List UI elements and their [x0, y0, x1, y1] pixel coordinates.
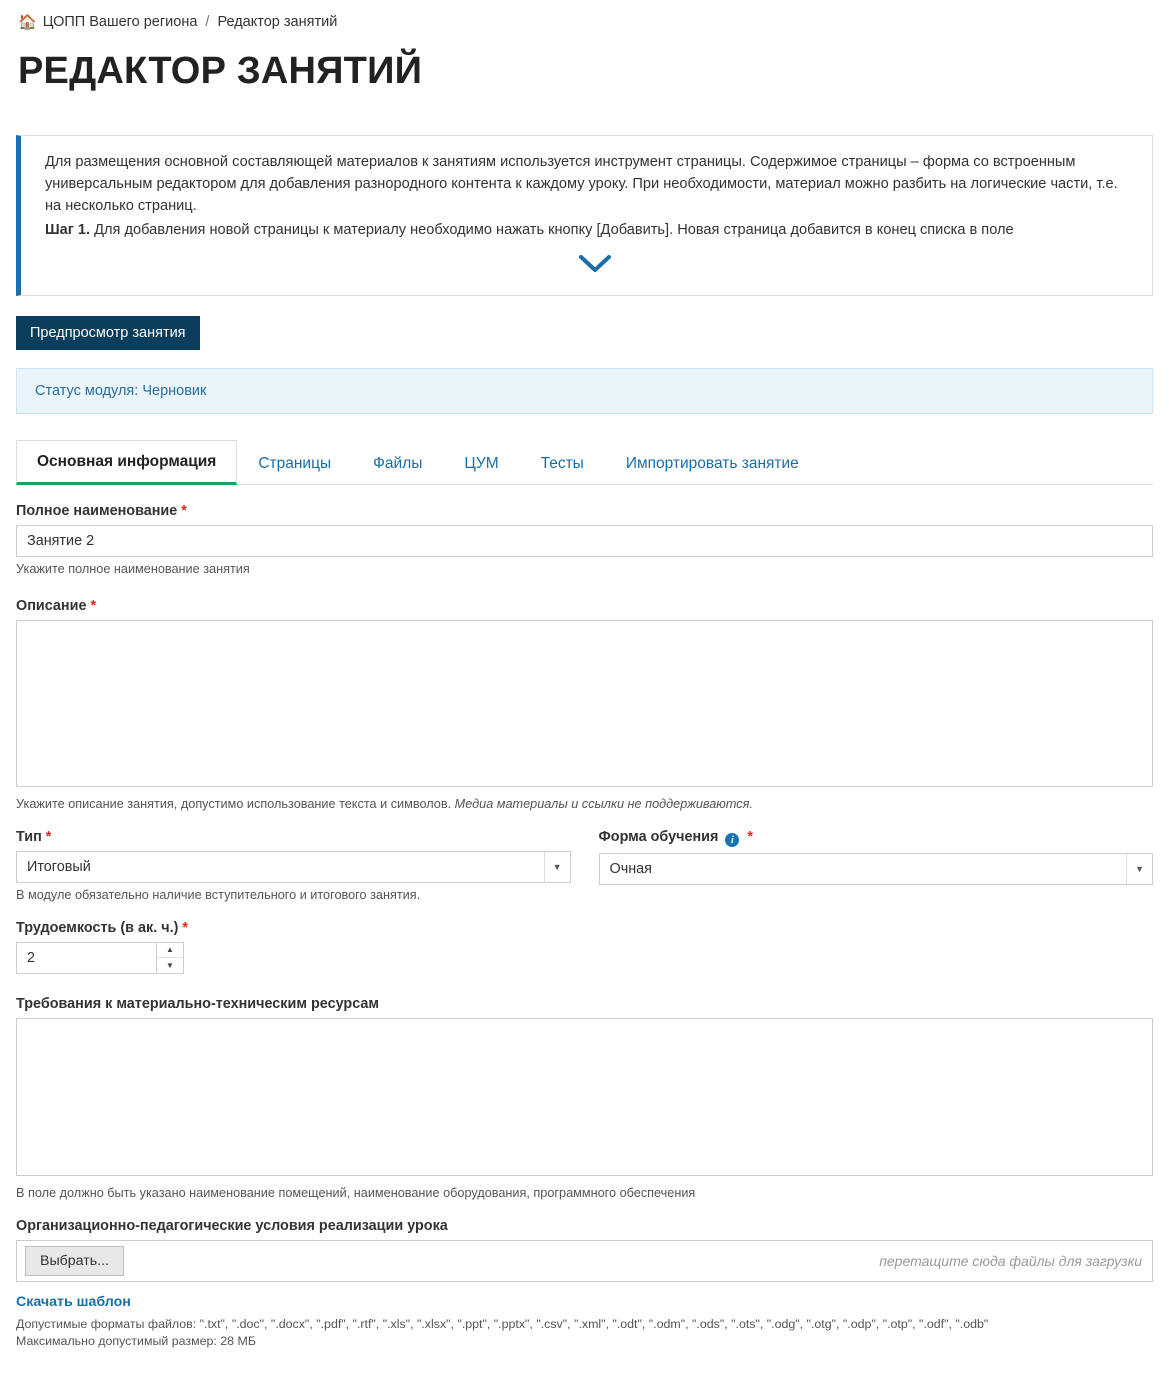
breadcrumb [16, 0, 1153, 30]
field-conditions [16, 1218, 1153, 1372]
resources-textarea[interactable] [16, 1018, 1153, 1176]
info-icon[interactable]: i [725, 833, 739, 847]
module-status-bar: Статус модуля: Черновик [16, 368, 1153, 414]
workload-label [16, 920, 1153, 936]
tab-main-info[interactable]: Основная информация [16, 440, 237, 485]
type-label [16, 829, 571, 845]
required-marker: * [747, 828, 754, 845]
resources-label: Требования к материально-техническим ресурсам [16, 995, 380, 1012]
choose-file-button[interactable]: Выбрать... [25, 1246, 124, 1276]
breadcrumb-current: Редактор занятий [217, 14, 338, 30]
field-description [16, 598, 1153, 811]
field-study-form [599, 829, 1154, 902]
download-template-link[interactable]: Скачать шаблон [16, 1293, 131, 1310]
file-upload-dropzone[interactable] [16, 1240, 1153, 1282]
chevron-down-icon [575, 252, 603, 280]
study-form-select[interactable] [599, 853, 1154, 885]
info-step-label: Шаг 1. [45, 221, 91, 238]
tab-import-lesson[interactable]: Импортировать занятие [625, 454, 799, 472]
description-hint-italic: Медиа материалы и ссылки не поддерживаются. [454, 796, 753, 811]
full-name-input[interactable] [16, 525, 1153, 557]
type-select[interactable] [16, 851, 571, 883]
caret-down-icon[interactable]: ▼ [166, 960, 174, 970]
study-form-select-wrap [599, 853, 1154, 885]
description-label-text: Описание [16, 597, 87, 614]
conditions-label: Организационно-педагогические условия реализации урока [16, 1217, 448, 1234]
info-step-text: Для добавления новой страницы к материалу необходимо нажать кнопку [Добавить]. Новая страница добавится в конец списка в поле [94, 221, 1014, 238]
field-resources [16, 996, 1153, 1200]
resources-hint: В поле должно быть указано наименование помещений, наименование оборудования, программного обеспечения [16, 1185, 696, 1200]
select-divider [544, 852, 545, 882]
workload-input[interactable] [16, 942, 156, 974]
tab-tests[interactable]: Тесты [540, 454, 584, 472]
page-title: РЕДАКТОР ЗАНЯТИЙ [18, 50, 423, 92]
full-name-label-text: Полное наименование [16, 502, 178, 519]
allowed-formats-note: Допустимые форматы файлов: ".txt", ".doc", ".docx", ".pdf", ".rtf", ".xls", ".xlsx", ".ppt", ".pptx", ".csv", ".xml", ".odt", ".odm", ".ods", ".ots", ".odg", ".otg", ".odp", ".otp", ".odf", ".odb" [16, 1316, 989, 1331]
caret-up-icon[interactable]: ▲ [157, 943, 183, 959]
dropzone-text: перетащите сюда файлы для загрузки [879, 1252, 1142, 1269]
required-marker: * [181, 502, 187, 519]
description-textarea[interactable] [16, 620, 1153, 787]
chevron-down-icon: ▼ [1135, 864, 1144, 875]
required-marker: * [182, 919, 188, 936]
tab-cum[interactable]: ЦУМ [464, 454, 499, 472]
chevron-down-icon: ▼ [552, 861, 562, 872]
workload-stepper [16, 942, 184, 974]
description-label [16, 598, 1153, 614]
study-form-label-text: Форма обучения [598, 828, 719, 845]
required-marker: * [90, 597, 97, 614]
workload-label-text: Трудоемкость (в ак. ч.) [16, 919, 179, 936]
field-workload [16, 920, 1153, 974]
workload-stepper-arrows [156, 942, 184, 974]
required-marker: * [45, 828, 52, 845]
field-type [16, 829, 571, 902]
type-hint: В модуле обязательно наличие вступительного и итогового занятия. [16, 887, 421, 902]
preview-lesson-button[interactable]: Предпросмотр занятия [16, 316, 200, 350]
row-type-studyform [16, 829, 1153, 902]
type-select-wrap [16, 851, 571, 883]
select-divider [1126, 854, 1127, 884]
tab-files[interactable]: Файлы [373, 454, 423, 472]
breadcrumb-separator: / [205, 14, 210, 30]
breadcrumb-root-link[interactable]: ЦОПП Вашего региона [42, 14, 198, 30]
type-label-text: Тип [16, 828, 42, 845]
description-hint [16, 797, 1153, 811]
tab-bar [16, 440, 1153, 485]
description-hint-main: Укажите описание занятия, допустимо использование текста и символов. [16, 796, 452, 811]
full-name-label [16, 503, 1153, 519]
field-full-name [16, 503, 1153, 576]
main-info-form [16, 485, 1153, 1372]
info-panel [16, 135, 1153, 296]
info-paragraph: Для размещения основной составляющей материалов к занятиям используется инструмент страницы. Содержимое страницы – форма со встроенным универсальным редактором для добавления разнородного контента к каждому уроку. При необходимости, материал можно разбить на логические части, т.е. на несколько страниц. [45, 154, 1118, 214]
study-form-label [599, 829, 1154, 848]
full-name-hint: Укажите полное наименование занятия [16, 561, 250, 576]
tab-pages[interactable]: Страницы [258, 454, 332, 472]
max-size-note: Максимально допустимый размер: 28 МБ [16, 1333, 256, 1348]
home-icon[interactable]: 🏠 [18, 13, 37, 31]
expand-info-button[interactable] [45, 252, 1132, 285]
